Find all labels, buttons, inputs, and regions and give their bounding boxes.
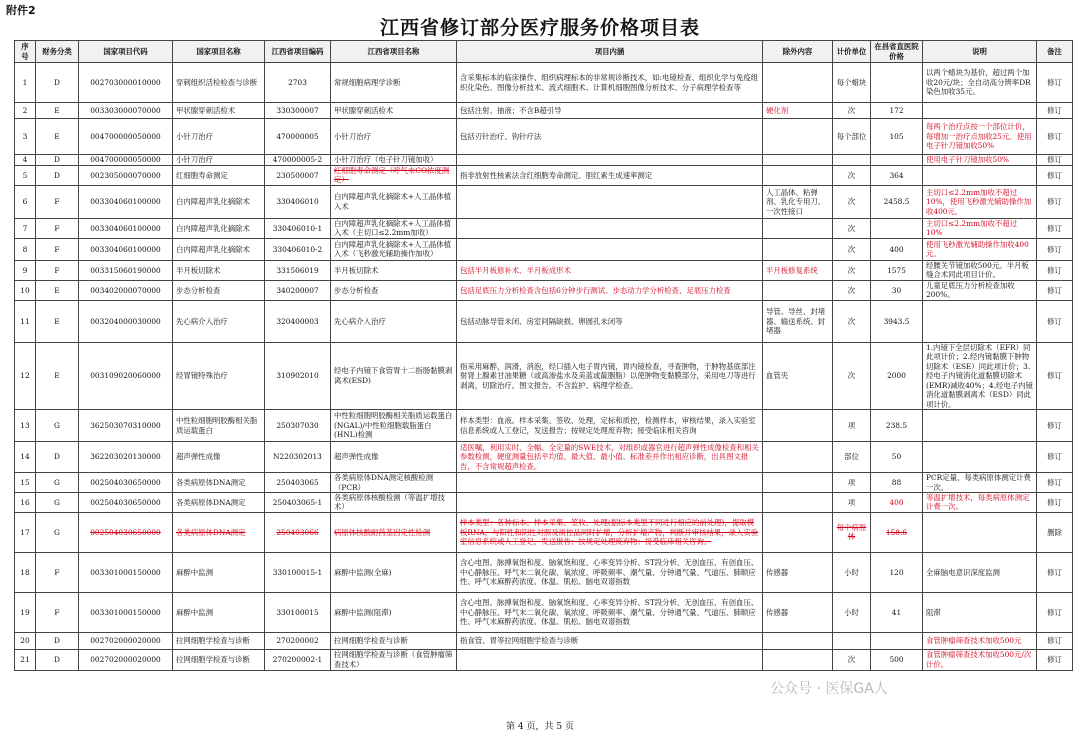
- cell-jcode: 2703: [265, 63, 331, 103]
- cell-ncode: 003109020060000: [79, 342, 173, 409]
- cell-nname: 拉网细胞学检查与诊断: [173, 632, 265, 649]
- table-row: [15, 238, 1073, 260]
- cell-remark: 修订: [1037, 166, 1073, 186]
- cell-note: 食管肿瘤筛查技术加收500元: [923, 632, 1037, 649]
- cell-note: [923, 166, 1037, 186]
- cell-jname: 拉网细胞学检查与诊断: [331, 632, 457, 649]
- cell-cls: D: [36, 155, 79, 166]
- cell-no: 19: [15, 592, 36, 632]
- table-row: [15, 492, 1073, 512]
- cell-no: 14: [15, 442, 36, 473]
- cell-unit: [833, 632, 871, 649]
- cell-price: 158.6: [871, 512, 923, 552]
- cell-nname: 白内障超声乳化摘除术: [173, 185, 265, 218]
- watermark: 公众号 · 医保GA人: [770, 681, 888, 697]
- cell-remark: 修订: [1037, 442, 1073, 473]
- cell-cls: D: [36, 63, 79, 103]
- cell-nname: 中性粒细胞明胶酶相关脂质运载蛋白: [173, 410, 265, 442]
- cell-remark: 修订: [1037, 218, 1073, 238]
- cell-price: 2000: [871, 342, 923, 409]
- cell-content: 适医嘱，利用实时、全幅、全定量的SWE技术，对组织或器官进行超声弹性成像检查和相关参数检测，硬度测量包括平均值、最大值、最小值、标准差并作出相应诊断，出具图文报告，不含常规超声检查。: [457, 442, 763, 473]
- cell-nname: 先心病介入治疗: [173, 300, 265, 342]
- cell-cls: G: [36, 473, 79, 493]
- cell-ncode: 003303000070000: [79, 103, 173, 119]
- cell-excl: [763, 473, 833, 493]
- cell-cls: D: [36, 632, 79, 649]
- cell-ncode: 002703000010000: [79, 63, 173, 103]
- table-row: [15, 155, 1073, 166]
- cell-no: 12: [15, 342, 36, 409]
- table-row: [15, 473, 1073, 493]
- cell-jcode: 340200007: [265, 280, 331, 300]
- cell-content: 指非放射性核素法含红细胞寿命测定、胆红素生成速率测定: [457, 166, 763, 186]
- cell-jcode: 320400003: [265, 300, 331, 342]
- cell-cls: F: [36, 185, 79, 218]
- cell-remark: 修订: [1037, 473, 1073, 493]
- cell-unit: 每个病原体: [833, 512, 871, 552]
- table-row: [15, 649, 1073, 670]
- cell-unit: 项: [833, 410, 871, 442]
- cell-jcode: 270200002-1: [265, 649, 331, 670]
- header-cell: 江西省项目编码: [265, 41, 331, 63]
- header-cell: 序号: [15, 41, 36, 63]
- cell-note: [923, 442, 1037, 473]
- cell-jname: 步态分析检查: [331, 280, 457, 300]
- cell-content: 包括足底压力分析检查含包括6分钟步行测试、步态动力学分析检查、足底压力检查: [457, 280, 763, 300]
- cell-note: 每两个治疗点按一个部位计价，每增加一治疗点加收25元。使用电子针刀镜加收50%: [923, 119, 1037, 155]
- cell-remark: 修订: [1037, 103, 1073, 119]
- cell-unit: 小时: [833, 592, 871, 632]
- cell-unit: 次: [833, 103, 871, 119]
- cell-excl: 血管夹: [763, 342, 833, 409]
- cell-cls: F: [36, 238, 79, 260]
- cell-price: 30: [871, 280, 923, 300]
- cell-cls: E: [36, 280, 79, 300]
- cell-nname: 穿刺组织活检检查与诊断: [173, 63, 265, 103]
- cell-remark: 修订: [1037, 632, 1073, 649]
- cell-content: 样本类型：血液。样本采集、签收、处理，定标和质控，检测样本，审核结果，录入实验室信息系统或人工登记，发送报告；按规定处理废弃物；接受临床相关咨询: [457, 410, 763, 442]
- cell-nname: 麻醉中监测: [173, 592, 265, 632]
- table-row: [15, 512, 1073, 552]
- cell-ncode: 362203020130000: [79, 442, 173, 473]
- cell-price: [871, 218, 923, 238]
- cell-note: 以两个蜡块为基价，超过两个加收20元/块；全自动高分辨率DR染色加收35元。: [923, 63, 1037, 103]
- cell-jname: 常规细胞病理学诊断: [331, 63, 457, 103]
- cell-excl: [763, 155, 833, 166]
- cell-note: 等温扩增技术，每类病原体测定计费一次。: [923, 492, 1037, 512]
- cell-excl: [763, 166, 833, 186]
- cell-nname: 甲状腺穿刺活检术: [173, 103, 265, 119]
- table-row: [15, 442, 1073, 473]
- cell-no: 13: [15, 410, 36, 442]
- cell-no: 15: [15, 473, 36, 493]
- cell-remark: 修订: [1037, 185, 1073, 218]
- cell-jcode: 331506019: [265, 260, 331, 280]
- cell-jcode: 470000005-2: [265, 155, 331, 166]
- cell-remark: 修订: [1037, 410, 1073, 442]
- cell-nname: 半月板切除术: [173, 260, 265, 280]
- cell-jcode: N220302013: [265, 442, 331, 473]
- cell-no: 10: [15, 280, 36, 300]
- cell-content: 含心电图、脉搏氧饱和度、脑氧饱和度、心率变异分析、ST段分析、无创血压、有创血压、中心静脉压、呼气末二氧化碳、氧浓度、呼吸频率、潮气量、分钟通气量、气道压、肺顺应性、呼气末麻醉药浓度、体温、肌松、脑电双谱指数: [457, 552, 763, 592]
- cell-nname: 小针刀治疗: [173, 155, 265, 166]
- cell-cls: F: [36, 592, 79, 632]
- table-row: [15, 119, 1073, 155]
- cell-price: [871, 63, 923, 103]
- cell-jname: 白内障超声乳化摘除术+人工晶体植入术（主切口≤2.2mm加收）: [331, 218, 457, 238]
- cell-no: 17: [15, 512, 36, 552]
- cell-nname: 白内障超声乳化摘除术: [173, 218, 265, 238]
- cell-content: 包括动脉导管未闭、房室间隔缺损、卵圆孔未闭等: [457, 300, 763, 342]
- cell-unit: [833, 155, 871, 166]
- cell-price: 400: [871, 492, 923, 512]
- cell-remark: 修订: [1037, 238, 1073, 260]
- cell-cls: G: [36, 410, 79, 442]
- cell-price: 1575: [871, 260, 923, 280]
- cell-ncode: 002504030650000: [79, 512, 173, 552]
- table-header-row: [15, 41, 1073, 63]
- cell-excl: 半月板修复系统: [763, 260, 833, 280]
- cell-ncode: 002702000020000: [79, 632, 173, 649]
- cell-excl: [763, 119, 833, 155]
- cell-jname: 各类病原体核酸检测（等温扩增技术）: [331, 492, 457, 512]
- cell-jname: 红细胞寿命测定（呼气末CO浓度测定）: [331, 166, 457, 186]
- table-row: [15, 552, 1073, 592]
- cell-note: 1.内镜下全层切除术（EFR）同此项计价；2.经内镜黏膜下肿物切除术（ESE）同此项计价；3.经电子内镜消化道黏膜切除术(EMR)减收40%；4.经电子内镜消化道黏膜剥离术（ESD）同此项计价。: [923, 342, 1037, 409]
- cell-excl: [763, 632, 833, 649]
- cell-nname: 红细胞寿命测定: [173, 166, 265, 186]
- cell-remark: 修订: [1037, 300, 1073, 342]
- cell-remark: 修订: [1037, 63, 1073, 103]
- cell-nname: 各类病原体DNA测定: [173, 473, 265, 493]
- cell-cls: D: [36, 166, 79, 186]
- cell-excl: [763, 512, 833, 552]
- cell-jcode: 310902010: [265, 342, 331, 409]
- cell-remark: 修订: [1037, 342, 1073, 409]
- cell-price: 3943.5: [871, 300, 923, 342]
- cell-jname: 白内障超声乳化摘除术+人工晶体植入术: [331, 185, 457, 218]
- cell-jname: 白内障超声乳化摘除术+人工晶体植入术（飞秒激光辅助操作加收）: [331, 238, 457, 260]
- cell-nname: 拉网细胞学检查与诊断: [173, 649, 265, 670]
- cell-cls: D: [36, 649, 79, 670]
- cell-ncode: 003402000070000: [79, 280, 173, 300]
- table-row: [15, 342, 1073, 409]
- cell-nname: 超声弹性成像: [173, 442, 265, 473]
- cell-jname: 甲状腺穿刺活检术: [331, 103, 457, 119]
- cell-no: 21: [15, 649, 36, 670]
- cell-jcode: 270200002: [265, 632, 331, 649]
- cell-excl: 传感器: [763, 552, 833, 592]
- cell-remark: 修订: [1037, 280, 1073, 300]
- cell-no: 16: [15, 492, 36, 512]
- cell-content: 包括半月板修补术、半月板成形术: [457, 260, 763, 280]
- header-cell: 国家项目名称: [173, 41, 265, 63]
- cell-note: 食管肿瘤筛查技术加收500元/次计价。: [923, 649, 1037, 670]
- cell-cls: E: [36, 119, 79, 155]
- cell-price: 120: [871, 552, 923, 592]
- cell-jcode: 330406010: [265, 185, 331, 218]
- cell-price: 50: [871, 442, 923, 473]
- cell-jname: 各类病原体DNA测定核酸检测（PCR）: [331, 473, 457, 493]
- header-cell: 江西省项目名称: [331, 41, 457, 63]
- cell-excl: [763, 238, 833, 260]
- cell-jname: 超声弹性成像: [331, 442, 457, 473]
- cell-no: 4: [15, 155, 36, 166]
- cell-note: PCR定量、每类病原体测定计费一次。: [923, 473, 1037, 493]
- cell-no: 8: [15, 238, 36, 260]
- cell-no: 7: [15, 218, 36, 238]
- cell-jcode: 330406010-2: [265, 238, 331, 260]
- cell-nname: 小针刀治疗: [173, 119, 265, 155]
- cell-note: 全麻脑电意识深度监测: [923, 552, 1037, 592]
- cell-jcode: 250403066: [265, 512, 331, 552]
- cell-remark: 修订: [1037, 552, 1073, 592]
- header-cell: 项目内涵: [457, 41, 763, 63]
- cell-price: 500: [871, 649, 923, 670]
- cell-remark: 修订: [1037, 119, 1073, 155]
- cell-unit: 次: [833, 166, 871, 186]
- cell-price: 172: [871, 103, 923, 119]
- cell-unit: 每个部位: [833, 119, 871, 155]
- cell-jcode: 330100015-1: [265, 552, 331, 592]
- cell-cls: G: [36, 492, 79, 512]
- cell-jname: 中性粒细胞明胶酶相关脂质运载蛋白(NGAL)/中性粒细胞载脂蛋白(HNL)检测: [331, 410, 457, 442]
- cell-ncode: 003304060100000: [79, 185, 173, 218]
- table-row: [15, 260, 1073, 280]
- cell-ncode: 362503070310000: [79, 410, 173, 442]
- cell-ncode: 003204000030000: [79, 300, 173, 342]
- cell-remark: 修订: [1037, 492, 1073, 512]
- cell-jname: 小针刀治疗（电子针刀镜加收）: [331, 155, 457, 166]
- cell-no: 6: [15, 185, 36, 218]
- cell-ncode: 003301000150000: [79, 552, 173, 592]
- cell-remark: 删除: [1037, 512, 1073, 552]
- cell-jname: 病原体核酸耐药基因定性检测: [331, 512, 457, 552]
- cell-unit: 次: [833, 260, 871, 280]
- cell-ncode: 003304060100000: [79, 218, 173, 238]
- document-title: 江西省修订部分医疗服务价格项目表: [379, 17, 700, 39]
- cell-unit: 次: [833, 218, 871, 238]
- cell-jname: 拉网细胞学检查与诊断（食管肿瘤筛查技术）: [331, 649, 457, 670]
- cell-cls: G: [36, 512, 79, 552]
- cell-content: 指食管、胃等拉网细胞学检查与诊断: [457, 632, 763, 649]
- page-footer: 第 4 页，共 5 页: [506, 722, 574, 732]
- cell-price: 400: [871, 238, 923, 260]
- cell-ncode: 004700000050000: [79, 155, 173, 166]
- cell-jname: 半月板切除术: [331, 260, 457, 280]
- cell-price: 41: [871, 592, 923, 632]
- cell-no: 5: [15, 166, 36, 186]
- cell-excl: 导管、导丝、封堵器、输送系统、封堵器: [763, 300, 833, 342]
- cell-nname: 白内障超声乳化摘除术: [173, 238, 265, 260]
- cell-cls: E: [36, 342, 79, 409]
- cell-note: 使用飞秒激光辅助操作加收400元。: [923, 238, 1037, 260]
- table-row: [15, 103, 1073, 119]
- cell-content: 包括刃针治疗、钩针疗法: [457, 119, 763, 155]
- table-row: [15, 63, 1073, 103]
- cell-unit: 小时: [833, 552, 871, 592]
- cell-content: [457, 473, 763, 493]
- cell-excl: [763, 649, 833, 670]
- cell-unit: 次: [833, 238, 871, 260]
- cell-remark: 修订: [1037, 649, 1073, 670]
- header-cell: 财务分类: [36, 41, 79, 63]
- cell-excl: [763, 492, 833, 512]
- cell-no: 11: [15, 300, 36, 342]
- cell-price: 88: [871, 473, 923, 493]
- price-table: [14, 40, 1073, 671]
- cell-note: [923, 103, 1037, 119]
- header-cell: 备注: [1037, 41, 1073, 63]
- cell-content: 含心电图、脉搏氧饱和度、脑氧饱和度、心率变异分析、ST段分析、无创血压、有创血压、中心静脉压、呼气末二氧化碳、氧浓度、呼吸频率、潮气量、分钟通气量、气道压、肺顺应性、呼气末麻醉药浓度、体温、肌松、脑电双谱指数: [457, 592, 763, 632]
- cell-nname: 各类病原体DNA测定: [173, 492, 265, 512]
- table-row: [15, 218, 1073, 238]
- cell-jcode: 330100015: [265, 592, 331, 632]
- cell-content: [457, 155, 763, 166]
- cell-no: 18: [15, 552, 36, 592]
- cell-jcode: 250307030: [265, 410, 331, 442]
- cell-no: 9: [15, 260, 36, 280]
- cell-ncode: 003304060100000: [79, 238, 173, 260]
- cell-note: [923, 512, 1037, 552]
- cell-content: 样本类型：各种标本。样本采集、签收、处理(据标本类型不同进行相应的前处理)，提取模板RNA，与阳性和阴性对照及质控品同时扩增，分析扩增产物，判断并审核结果，录入实验室信息系统或人工登记，发送报告；按规定处理废弃物；接受临床相关咨询。: [457, 512, 763, 552]
- cell-note: 使用电子针刀镜加收50%: [923, 155, 1037, 166]
- cell-no: 1: [15, 63, 36, 103]
- cell-jname: 麻醉中监测(阻滞): [331, 592, 457, 632]
- cell-jname: 经电子内镜下食管胃十二指肠黏膜剥离术(ESD): [331, 342, 457, 409]
- cell-content: [457, 649, 763, 670]
- cell-cls: D: [36, 442, 79, 473]
- cell-jcode: 230500007: [265, 166, 331, 186]
- cell-ncode: 002504030650000: [79, 492, 173, 512]
- cell-jname: 麻醉中监测(全麻): [331, 552, 457, 592]
- cell-note: [923, 410, 1037, 442]
- cell-content: [457, 218, 763, 238]
- cell-excl: [763, 280, 833, 300]
- cell-unit: 次: [833, 300, 871, 342]
- header-cell: 计价单位: [833, 41, 871, 63]
- cell-content: 包括注射、抽液；不含B超引导: [457, 103, 763, 119]
- cell-unit: 项: [833, 473, 871, 493]
- cell-cls: F: [36, 260, 79, 280]
- table-row: [15, 280, 1073, 300]
- cell-cls: F: [36, 552, 79, 592]
- cell-nname: 经胃镜特殊治疗: [173, 342, 265, 409]
- cell-jcode: 330300007: [265, 103, 331, 119]
- cell-note: 主切口≤2.2mm加收不超过10%: [923, 218, 1037, 238]
- cell-unit: 次: [833, 342, 871, 409]
- cell-unit: 次: [833, 185, 871, 218]
- cell-content: [457, 492, 763, 512]
- cell-jname: 小针刀治疗: [331, 119, 457, 155]
- cell-note: 经腰关节镜加收500元。半月板缝合术同此项目计价。: [923, 260, 1037, 280]
- header-cell: 说明: [923, 41, 1037, 63]
- cell-note: 儿童足底压力分析检查加收200%。: [923, 280, 1037, 300]
- cell-price: 105: [871, 119, 923, 155]
- table-row: [15, 300, 1073, 342]
- cell-jcode: 470000005: [265, 119, 331, 155]
- cell-unit: 项: [833, 492, 871, 512]
- header-cell: 在昌省直医院价格: [871, 41, 923, 63]
- cell-remark: 修订: [1037, 260, 1073, 280]
- cell-ncode: 003315060190000: [79, 260, 173, 280]
- table-row: [15, 166, 1073, 186]
- cell-ncode: 003301000150000: [79, 592, 173, 632]
- cell-no: 20: [15, 632, 36, 649]
- cell-remark: 修订: [1037, 592, 1073, 632]
- cell-excl: [763, 218, 833, 238]
- cell-jname: 先心病介入治疗: [331, 300, 457, 342]
- cell-excl: [763, 410, 833, 442]
- cell-jcode: 330406010-1: [265, 218, 331, 238]
- cell-ncode: 002504030650000: [79, 473, 173, 493]
- cell-no: 3: [15, 119, 36, 155]
- cell-cls: F: [36, 218, 79, 238]
- header-cell: 除外内容: [763, 41, 833, 63]
- cell-unit: 次: [833, 280, 871, 300]
- annex-label: 附件2: [6, 4, 36, 17]
- cell-ncode: 002702000020000: [79, 649, 173, 670]
- cell-excl: 硬化剂: [763, 103, 833, 119]
- cell-remark: 修订: [1037, 155, 1073, 166]
- cell-price: 238.5: [871, 410, 923, 442]
- cell-nname: 步态分析检查: [173, 280, 265, 300]
- table-row: [15, 632, 1073, 649]
- cell-content: [457, 238, 763, 260]
- cell-content: [457, 185, 763, 218]
- cell-content: 指采用麻醉，润滑，消泡，经口插入电子胃内镜，胃内镜检查，寻查肿物，于肿物基底部注射肾上腺素甘油果糖（或高渗盐水及美蓝或靛胭脂）以使肿物变黏膜部分，采用电刀等进行剥离，切除治疗。图文报告。不含监护、病理学检查。: [457, 342, 763, 409]
- table-row: [15, 592, 1073, 632]
- cell-excl: 传感器: [763, 592, 833, 632]
- cell-ncode: 004700000050000: [79, 119, 173, 155]
- cell-nname: 各类病原体DNA测定: [173, 512, 265, 552]
- cell-content: 含采集标本的临床操作、组织病理标本的非常规诊断技术，如:电镜检查、组织化学与免疫组织化染色、图像分析技术、流式细胞术、计算机细胞图像分析技术、分子病理学检查等: [457, 63, 763, 103]
- cell-excl: 人工晶体、粘弹剂、乳化专用刀、一次性接口: [763, 185, 833, 218]
- cell-cls: E: [36, 103, 79, 119]
- cell-nname: 麻醉中监测: [173, 552, 265, 592]
- cell-note: 主切口≤2.2mm加收不超过10%，使用飞秒激光辅助操作加收400元。: [923, 185, 1037, 218]
- table-row: [15, 185, 1073, 218]
- cell-jcode: 250403065-1: [265, 492, 331, 512]
- cell-unit: 每个蜡块: [833, 63, 871, 103]
- cell-excl: [763, 442, 833, 473]
- cell-no: 2: [15, 103, 36, 119]
- cell-ncode: 002305000070000: [79, 166, 173, 186]
- cell-price: 364: [871, 166, 923, 186]
- cell-price: [871, 632, 923, 649]
- cell-jcode: 250403065: [265, 473, 331, 493]
- cell-note: [923, 300, 1037, 342]
- cell-unit: 次: [833, 649, 871, 670]
- cell-unit: 部位: [833, 442, 871, 473]
- cell-excl: [763, 63, 833, 103]
- cell-cls: E: [36, 300, 79, 342]
- header-cell: 国家项目代码: [79, 41, 173, 63]
- cell-note: 阻滞: [923, 592, 1037, 632]
- cell-price: 2458.5: [871, 185, 923, 218]
- cell-price: [871, 155, 923, 166]
- table-row: [15, 410, 1073, 442]
